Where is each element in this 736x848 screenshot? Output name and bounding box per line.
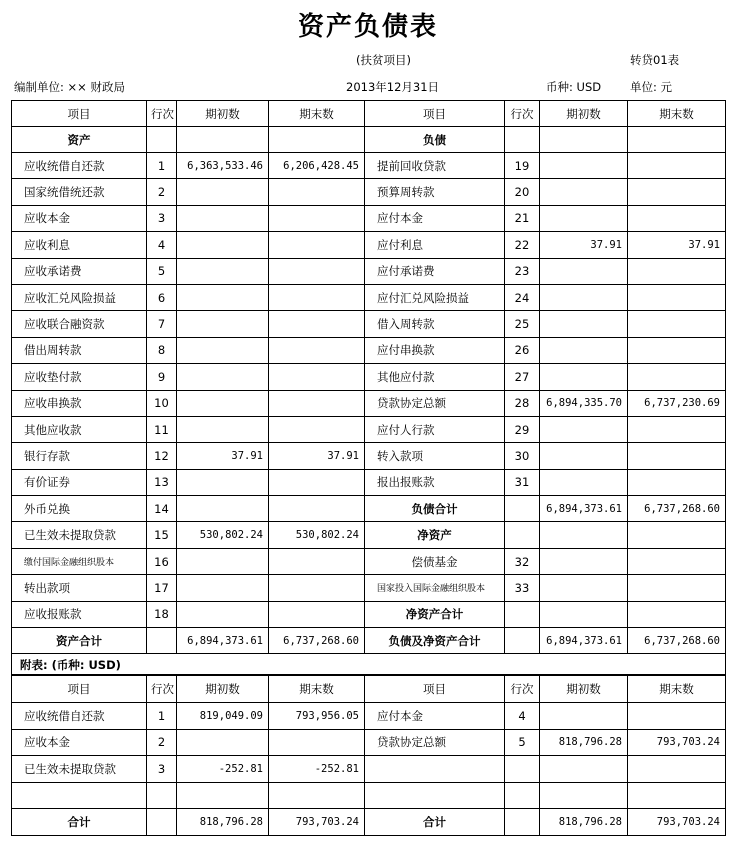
- right-end-value: [628, 311, 726, 337]
- left-begin-value: 819,049.09: [177, 703, 269, 730]
- left-line-number: 6: [147, 284, 177, 310]
- left-begin-value: [177, 601, 269, 627]
- right-begin-header: 期初数: [540, 675, 628, 703]
- left-item-label: 已生效未提取贷款: [12, 522, 147, 548]
- right-end-value: [628, 337, 726, 363]
- right-begin-value: [540, 782, 628, 809]
- left-line-number: 1: [147, 703, 177, 730]
- right-end-value: [628, 153, 726, 179]
- left-begin-value: [177, 416, 269, 442]
- table-row: [12, 443, 726, 469]
- right-end-value: [628, 258, 726, 284]
- right-end-value: [628, 364, 726, 390]
- right-begin-value: [540, 258, 628, 284]
- right-begin-value: [540, 601, 628, 627]
- table-row: [12, 575, 726, 601]
- table-row: [12, 179, 726, 205]
- right-end-value: [628, 756, 726, 783]
- right-line-number: [505, 756, 540, 783]
- right-item-label: 应付利息: [365, 232, 505, 258]
- left-end-value: [269, 311, 365, 337]
- right-begin-value: [540, 443, 628, 469]
- right-line-number: 5: [505, 729, 540, 756]
- left-line-number: 2: [147, 179, 177, 205]
- right-end-value: 6,737,230.69: [628, 390, 726, 416]
- right-begin-value: 6,894,335.70: [540, 390, 628, 416]
- assets-section-label: 资产: [12, 127, 147, 153]
- preparing-unit: 编制单位: ×× 财政局: [14, 80, 125, 94]
- left-end-header: 期末数: [269, 101, 365, 127]
- report-date: 2013年12月31日: [346, 80, 440, 94]
- left-line-number: 9: [147, 364, 177, 390]
- left-line-number: 3: [147, 756, 177, 783]
- left-begin-header: 期初数: [177, 675, 269, 703]
- empty-cell: [540, 127, 628, 153]
- table-row: [12, 232, 726, 258]
- right-begin-value: 37.91: [540, 232, 628, 258]
- left-begin-value: [177, 364, 269, 390]
- left-end-value: [269, 232, 365, 258]
- left-end-value: 6,206,428.45: [269, 153, 365, 179]
- left-item-label: 借出周转款: [12, 337, 147, 363]
- right-end-value: [628, 416, 726, 442]
- left-item-label: 已生效未提取贷款: [12, 756, 147, 783]
- right-end-value: 6,737,268.60: [628, 496, 726, 522]
- left-item-label: 转出款项: [12, 575, 147, 601]
- right-item-label: 应付承诺费: [365, 258, 505, 284]
- annex-label-row: [12, 654, 726, 676]
- left-item-label: 应收本金: [12, 205, 147, 231]
- header-row: [12, 675, 726, 703]
- right-begin-value: [540, 416, 628, 442]
- left-begin-value: -252.81: [177, 756, 269, 783]
- right-begin-value: 6,894,373.61: [540, 496, 628, 522]
- left-end-value: [269, 179, 365, 205]
- right-end-value: [628, 703, 726, 730]
- empty-cell: [269, 127, 365, 153]
- right-end-value: [628, 205, 726, 231]
- right-line-number: [505, 496, 540, 522]
- right-end-value: [628, 179, 726, 205]
- header-row: [12, 101, 726, 127]
- right-line-number: 28: [505, 390, 540, 416]
- right-end-value: 6,737,268.60: [628, 628, 726, 654]
- right-item-label: 应付本金: [365, 205, 505, 231]
- right-line-number: 23: [505, 258, 540, 284]
- left-line-number: [147, 628, 177, 654]
- annex-table: [11, 674, 726, 836]
- left-item-label: 有价证券: [12, 469, 147, 495]
- table-row: [12, 782, 726, 809]
- table-row: [12, 729, 726, 756]
- left-line-number: 10: [147, 390, 177, 416]
- left-end-value: [269, 205, 365, 231]
- left-begin-value: [177, 729, 269, 756]
- left-line-number: 14: [147, 496, 177, 522]
- left-item-header: 项目: [12, 675, 147, 703]
- right-line-number: [505, 809, 540, 836]
- table-row: [12, 258, 726, 284]
- left-begin-value: [177, 337, 269, 363]
- left-item-header: 项目: [12, 101, 147, 127]
- right-begin-value: [540, 337, 628, 363]
- left-line-number: 13: [147, 469, 177, 495]
- left-end-value: [269, 575, 365, 601]
- left-line-number: 1: [147, 153, 177, 179]
- right-begin-value: [540, 153, 628, 179]
- right-line-number: 20: [505, 179, 540, 205]
- right-item-label: 偿债基金: [365, 548, 505, 574]
- left-end-value: [269, 337, 365, 363]
- left-end-value: [269, 469, 365, 495]
- right-item-label: 报出报账款: [365, 469, 505, 495]
- left-item-label: 应收报账款: [12, 601, 147, 627]
- left-item-label: 应收汇兑风险损益: [12, 284, 147, 310]
- left-begin-value: [177, 575, 269, 601]
- right-item-label: 借入周转款: [365, 311, 505, 337]
- left-begin-value: [177, 258, 269, 284]
- right-end-value: 793,703.24: [628, 809, 726, 836]
- right-line-header: 行次: [505, 101, 540, 127]
- table-row: [12, 809, 726, 836]
- right-item-label: 国家投入国际金融组织股本: [365, 575, 505, 601]
- right-item-label: 应付人行款: [365, 416, 505, 442]
- right-item-label: 应付汇兑风险损益: [365, 284, 505, 310]
- table-row: [12, 628, 726, 654]
- right-begin-value: [540, 703, 628, 730]
- left-end-value: 530,802.24: [269, 522, 365, 548]
- right-item-label: 应付串换款: [365, 337, 505, 363]
- table-row: [12, 496, 726, 522]
- right-line-number: 24: [505, 284, 540, 310]
- right-end-value: [628, 469, 726, 495]
- right-item-label: 净资产: [365, 522, 505, 548]
- table-row: [12, 311, 726, 337]
- table-row: [12, 416, 726, 442]
- right-line-number: [505, 782, 540, 809]
- table-row: [12, 337, 726, 363]
- left-begin-value: 37.91: [177, 443, 269, 469]
- right-item-label: 转入款项: [365, 443, 505, 469]
- table-row: [12, 703, 726, 730]
- right-end-value: [628, 601, 726, 627]
- left-line-header: 行次: [147, 101, 177, 127]
- right-item-label: 应付本金: [365, 703, 505, 730]
- left-begin-value: [177, 469, 269, 495]
- left-begin-value: 818,796.28: [177, 809, 269, 836]
- table-row: [12, 601, 726, 627]
- left-begin-value: [177, 179, 269, 205]
- right-begin-value: [540, 284, 628, 310]
- left-item-label: 应收统借自还款: [12, 153, 147, 179]
- left-item-label: 缴付国际金融组织股本: [12, 548, 147, 574]
- left-line-number: 16: [147, 548, 177, 574]
- left-end-value: [269, 548, 365, 574]
- left-end-value: [269, 729, 365, 756]
- right-item-label: [365, 756, 505, 783]
- right-line-number: 21: [505, 205, 540, 231]
- table-row: [12, 756, 726, 783]
- right-line-number: 30: [505, 443, 540, 469]
- right-begin-value: 818,796.28: [540, 729, 628, 756]
- right-end-header: 期末数: [628, 675, 726, 703]
- table-row: [12, 390, 726, 416]
- right-begin-value: [540, 522, 628, 548]
- right-end-value: [628, 782, 726, 809]
- left-begin-value: [177, 390, 269, 416]
- right-end-value: [628, 548, 726, 574]
- table-row: [12, 469, 726, 495]
- empty-cell: [505, 127, 540, 153]
- table-row: [12, 364, 726, 390]
- left-line-number: 12: [147, 443, 177, 469]
- table-row: [12, 548, 726, 574]
- left-item-label: 外币兑换: [12, 496, 147, 522]
- table-row: [12, 522, 726, 548]
- currency-label: 币种: USD: [546, 80, 602, 94]
- right-begin-value: [540, 548, 628, 574]
- left-end-value: 793,956.05: [269, 703, 365, 730]
- right-begin-value: [540, 469, 628, 495]
- left-begin-value: [177, 284, 269, 310]
- empty-cell: [628, 127, 726, 153]
- right-line-number: 31: [505, 469, 540, 495]
- right-item-label: 贷款协定总额: [365, 390, 505, 416]
- empty-cell: [147, 127, 177, 153]
- right-item-label: 净资产合计: [365, 601, 505, 627]
- right-begin-value: [540, 364, 628, 390]
- left-end-value: [269, 601, 365, 627]
- left-end-header: 期末数: [269, 675, 365, 703]
- left-line-number: [147, 809, 177, 836]
- right-item-label: 负债及净资产合计: [365, 628, 505, 654]
- left-line-number: 7: [147, 311, 177, 337]
- right-line-number: 29: [505, 416, 540, 442]
- left-item-label: [12, 782, 147, 809]
- left-item-label: 资产合计: [12, 628, 147, 654]
- right-end-value: [628, 575, 726, 601]
- empty-cell: [177, 127, 269, 153]
- right-line-number: 19: [505, 153, 540, 179]
- left-begin-value: 6,894,373.61: [177, 628, 269, 654]
- right-item-label: 合计: [365, 809, 505, 836]
- left-line-number: 2: [147, 729, 177, 756]
- right-line-header: 行次: [505, 675, 540, 703]
- right-begin-header: 期初数: [540, 101, 628, 127]
- left-line-number: 11: [147, 416, 177, 442]
- right-line-number: [505, 628, 540, 654]
- table-row: [12, 205, 726, 231]
- left-item-label: 合计: [12, 809, 147, 836]
- right-begin-value: [540, 179, 628, 205]
- right-line-number: 32: [505, 548, 540, 574]
- right-line-number: 26: [505, 337, 540, 363]
- left-line-number: 8: [147, 337, 177, 363]
- right-begin-value: [540, 756, 628, 783]
- right-line-number: [505, 601, 540, 627]
- money-unit: 单位: 元: [630, 80, 673, 94]
- report-title: 资产负债表: [297, 12, 438, 42]
- right-begin-value: [540, 311, 628, 337]
- right-line-number: 22: [505, 232, 540, 258]
- left-begin-value: [177, 205, 269, 231]
- left-begin-value: 530,802.24: [177, 522, 269, 548]
- right-line-number: [505, 522, 540, 548]
- left-end-value: [269, 258, 365, 284]
- right-item-label: 负债合计: [365, 496, 505, 522]
- left-item-label: 国家统借统还款: [12, 179, 147, 205]
- left-end-value: [269, 390, 365, 416]
- report-subtitle: (扶贫项目): [356, 53, 411, 67]
- left-end-value: -252.81: [269, 756, 365, 783]
- left-item-label: 应收利息: [12, 232, 147, 258]
- right-item-label: 其他应付款: [365, 364, 505, 390]
- left-end-value: [269, 782, 365, 809]
- left-item-label: 应收统借自还款: [12, 703, 147, 730]
- left-line-number: 3: [147, 205, 177, 231]
- left-line-number: 17: [147, 575, 177, 601]
- right-line-number: 27: [505, 364, 540, 390]
- left-item-label: 应收本金: [12, 729, 147, 756]
- right-begin-value: [540, 205, 628, 231]
- left-line-number: 15: [147, 522, 177, 548]
- left-line-header: 行次: [147, 675, 177, 703]
- left-item-label: 银行存款: [12, 443, 147, 469]
- left-end-value: 793,703.24: [269, 809, 365, 836]
- right-begin-value: 6,894,373.61: [540, 628, 628, 654]
- left-item-label: 其他应收款: [12, 416, 147, 442]
- left-begin-value: [177, 782, 269, 809]
- right-item-header: 项目: [365, 101, 505, 127]
- left-begin-value: [177, 311, 269, 337]
- right-end-value: [628, 284, 726, 310]
- left-end-value: 37.91: [269, 443, 365, 469]
- left-item-label: 应收串换款: [12, 390, 147, 416]
- left-line-number: [147, 782, 177, 809]
- right-item-label: 预算周转款: [365, 179, 505, 205]
- left-begin-value: 6,363,533.46: [177, 153, 269, 179]
- right-item-header: 项目: [365, 675, 505, 703]
- form-number: 转贷01表: [630, 53, 680, 67]
- table-row: [12, 153, 726, 179]
- right-end-value: 793,703.24: [628, 729, 726, 756]
- right-item-label: [365, 782, 505, 809]
- right-end-value: [628, 522, 726, 548]
- annex-label: 附表: (币种: USD): [12, 654, 726, 676]
- liabilities-section-label: 负债: [365, 127, 505, 153]
- left-item-label: 应收承诺费: [12, 258, 147, 284]
- left-end-value: [269, 284, 365, 310]
- right-item-label: 贷款协定总额: [365, 729, 505, 756]
- right-end-value: [628, 443, 726, 469]
- left-line-number: 5: [147, 258, 177, 284]
- left-begin-value: [177, 232, 269, 258]
- left-begin-value: [177, 548, 269, 574]
- left-line-number: 18: [147, 601, 177, 627]
- right-end-header: 期末数: [628, 101, 726, 127]
- right-end-value: 37.91: [628, 232, 726, 258]
- left-item-label: 应收联合融资款: [12, 311, 147, 337]
- right-line-number: 4: [505, 703, 540, 730]
- right-begin-value: 818,796.28: [540, 809, 628, 836]
- right-line-number: 33: [505, 575, 540, 601]
- left-line-number: 4: [147, 232, 177, 258]
- left-end-value: [269, 364, 365, 390]
- left-begin-header: 期初数: [177, 101, 269, 127]
- left-begin-value: [177, 496, 269, 522]
- table-row: [12, 284, 726, 310]
- section-row: [12, 127, 726, 153]
- right-item-label: 提前回收贷款: [365, 153, 505, 179]
- balance-sheet-table: [11, 100, 726, 676]
- right-begin-value: [540, 575, 628, 601]
- left-end-value: [269, 416, 365, 442]
- left-end-value: [269, 496, 365, 522]
- right-line-number: 25: [505, 311, 540, 337]
- left-end-value: 6,737,268.60: [269, 628, 365, 654]
- left-item-label: 应收垫付款: [12, 364, 147, 390]
